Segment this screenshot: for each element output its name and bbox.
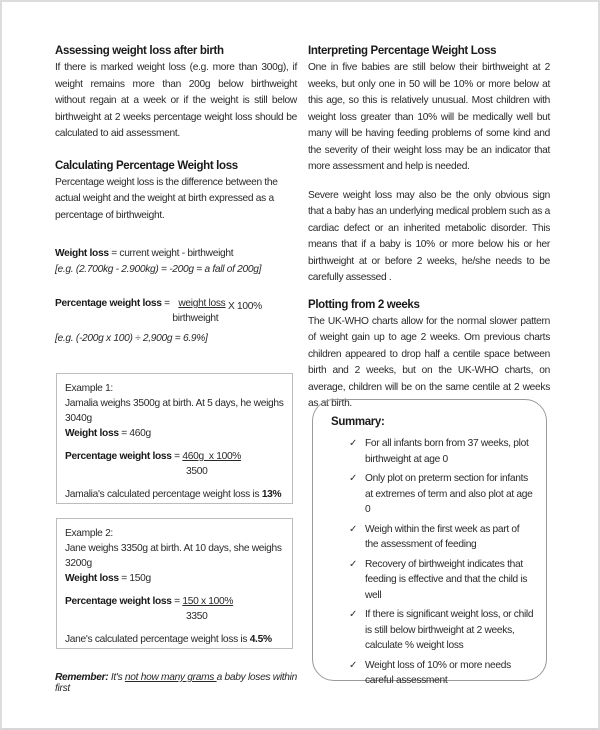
weight-loss-expression: = current weight - birthweight <box>108 248 234 259</box>
times-100: X 100% <box>225 301 262 312</box>
paragraph-severe-weight-loss: Severe weight loss may also be the only obvious sign that a baby has an underlying medical problem such as a cardiac defect or an inherited metabolic disorder. This means that if a baby is 10% or more below his or her birthweight at or before 2 weeks, he/she needs to be carefully assessed . <box>308 189 550 283</box>
remember-underlined: not how many grams <box>124 672 217 683</box>
weight-loss-label: Weight loss <box>55 248 109 259</box>
equals-sign: = <box>161 298 173 309</box>
paragraph-interpreting: One in five babies are still below their birthweight at 2 weeks, but only one in 50 will be 10% or more below at this age, so this is relatively unusual. Most children with weight loss greater than 10% will be medically well but many will be having feeding problems of some kind and the severity of their weight loss may be an indicator that more assessment and help is needed. <box>308 62 550 172</box>
example-2-denominator: 3350 <box>186 611 208 622</box>
percentage-label: Percentage weight loss <box>55 298 162 309</box>
remember-label: Remember: <box>55 672 109 683</box>
example-2-pct-label: Percentage weight loss <box>65 596 172 607</box>
paragraph-assessing: If there is marked weight loss (e.g. more than 300g), if weight remains more than 200g below birthweight without regain at a week or if the weight is still below birthweight at 2 weeks percentage weight loss should be calculated to aid assessment. <box>55 62 297 139</box>
example-1-box <box>56 373 293 504</box>
example-1-result-text: Jamalia's calculated percentage weight loss is <box>65 489 262 500</box>
heading-interpreting: Interpreting Percentage Weight Loss <box>308 45 497 57</box>
equals-sign: = <box>171 596 183 607</box>
remember-note <box>55 672 305 694</box>
example-2-result-value: 4.5% <box>249 634 272 645</box>
checkmark-icon: ✓ <box>349 473 358 484</box>
example-1-description: Jamalia weighs 3500g at birth. At 5 days, he weighs 3040g <box>65 398 284 424</box>
summary-item-text: Weight loss of 10% or more needs careful assessment <box>365 659 511 686</box>
heading-calculating: Calculating Percentage Weight loss <box>55 159 238 172</box>
checkmark-icon: ✓ <box>349 558 358 570</box>
summary-item <box>331 557 534 604</box>
section-interpreting <box>308 45 550 287</box>
example-2-loss-value: = 150g <box>118 573 151 584</box>
fraction <box>172 296 225 327</box>
example-1-loss-value: = 460g <box>118 428 151 439</box>
example-2-description: Jane weighs 3350g at birth. At 10 days, she weighs 3200g <box>65 543 282 569</box>
right-column <box>308 45 550 413</box>
summary-item <box>331 607 534 654</box>
percentage-example: [e.g. (-200g x 100) ÷ 2,900g = 6.9%] <box>55 333 208 344</box>
paragraph-plotting: The UK-WHO charts allow for the normal slower pattern of weight gain up to age 2 weeks. Om previous charts children appeared to drop half a centile space between birth and 2 weeks, but on the UK-WHO charts, on average, children will be on the same centile at 2 weeks as at birth. <box>308 315 550 409</box>
example-2-box <box>56 518 293 649</box>
checkmark-icon: ✓ <box>349 438 358 449</box>
left-column <box>55 45 297 347</box>
summary-item-text: Only plot on preterm section for infants at extremes of term and also plot at age 0 <box>365 473 533 515</box>
example-2-loss-label: Weight loss <box>65 573 119 584</box>
summary-box <box>312 399 547 686</box>
example-1-title: Example 1: <box>65 383 113 394</box>
summary-item-text: If there is significant weight loss, or child is still below birthweight at 2 weeks, calculate % weight loss <box>365 609 534 651</box>
section-assessing <box>55 45 297 143</box>
checkmark-icon: ✓ <box>349 609 358 620</box>
example-1-result-value: 13% <box>261 489 282 500</box>
summary-list <box>331 436 534 689</box>
summary-item-text: For all infants born from 37 weeks, plot birthweight at age 0 <box>365 438 529 465</box>
equals-sign: = <box>171 451 183 462</box>
example-1-denominator: 3500 <box>186 466 208 477</box>
fraction-numerator: weight loss <box>178 298 226 309</box>
weight-loss-example: [e.g. (2.700kg - 2.900kg) = -200g = a fall of 200g] <box>55 264 262 275</box>
example-2-title: Example 2: <box>65 528 113 539</box>
fraction-denominator: birthweight <box>172 313 219 324</box>
summary-item-text: Recovery of birthweight indicates that feeding is effective and that the child is well <box>365 558 528 601</box>
checkmark-icon: ✓ <box>349 523 358 535</box>
example-1-loss-label: Weight loss <box>65 428 119 439</box>
remember-post: a baby loses within first <box>55 672 298 694</box>
example-1-numerator: 460g x 100% <box>182 451 242 462</box>
summary-item <box>331 471 534 518</box>
summary-title: Summary: <box>331 416 385 428</box>
cut-off-text-line <box>55 686 300 689</box>
summary-item-text: Weigh within the first week as part of the assessment of feeding <box>365 523 520 550</box>
section-calculating <box>55 160 297 225</box>
checkmark-icon: ✓ <box>349 659 358 671</box>
heading-assessing: Assessing weight loss after birth <box>55 45 224 57</box>
example-1-pct-label: Percentage weight loss <box>65 451 172 462</box>
section-plotting <box>308 299 550 413</box>
summary-item <box>331 436 534 467</box>
paragraph-calculating: Percentage weight loss is the difference between the actual weight and the weight at birth expressed as a percentage of birthweight. <box>55 176 278 221</box>
summary-item <box>331 522 534 553</box>
weight-loss-formula <box>55 246 297 278</box>
percentage-formula <box>55 296 297 347</box>
remember-pre: It's <box>108 672 125 683</box>
example-2-numerator: 150 x 100% <box>182 596 234 607</box>
heading-plotting: Plotting from 2 weeks <box>308 298 420 311</box>
example-2-result-text: Jane's calculated percentage weight loss is <box>65 634 250 645</box>
summary-item <box>331 658 534 689</box>
